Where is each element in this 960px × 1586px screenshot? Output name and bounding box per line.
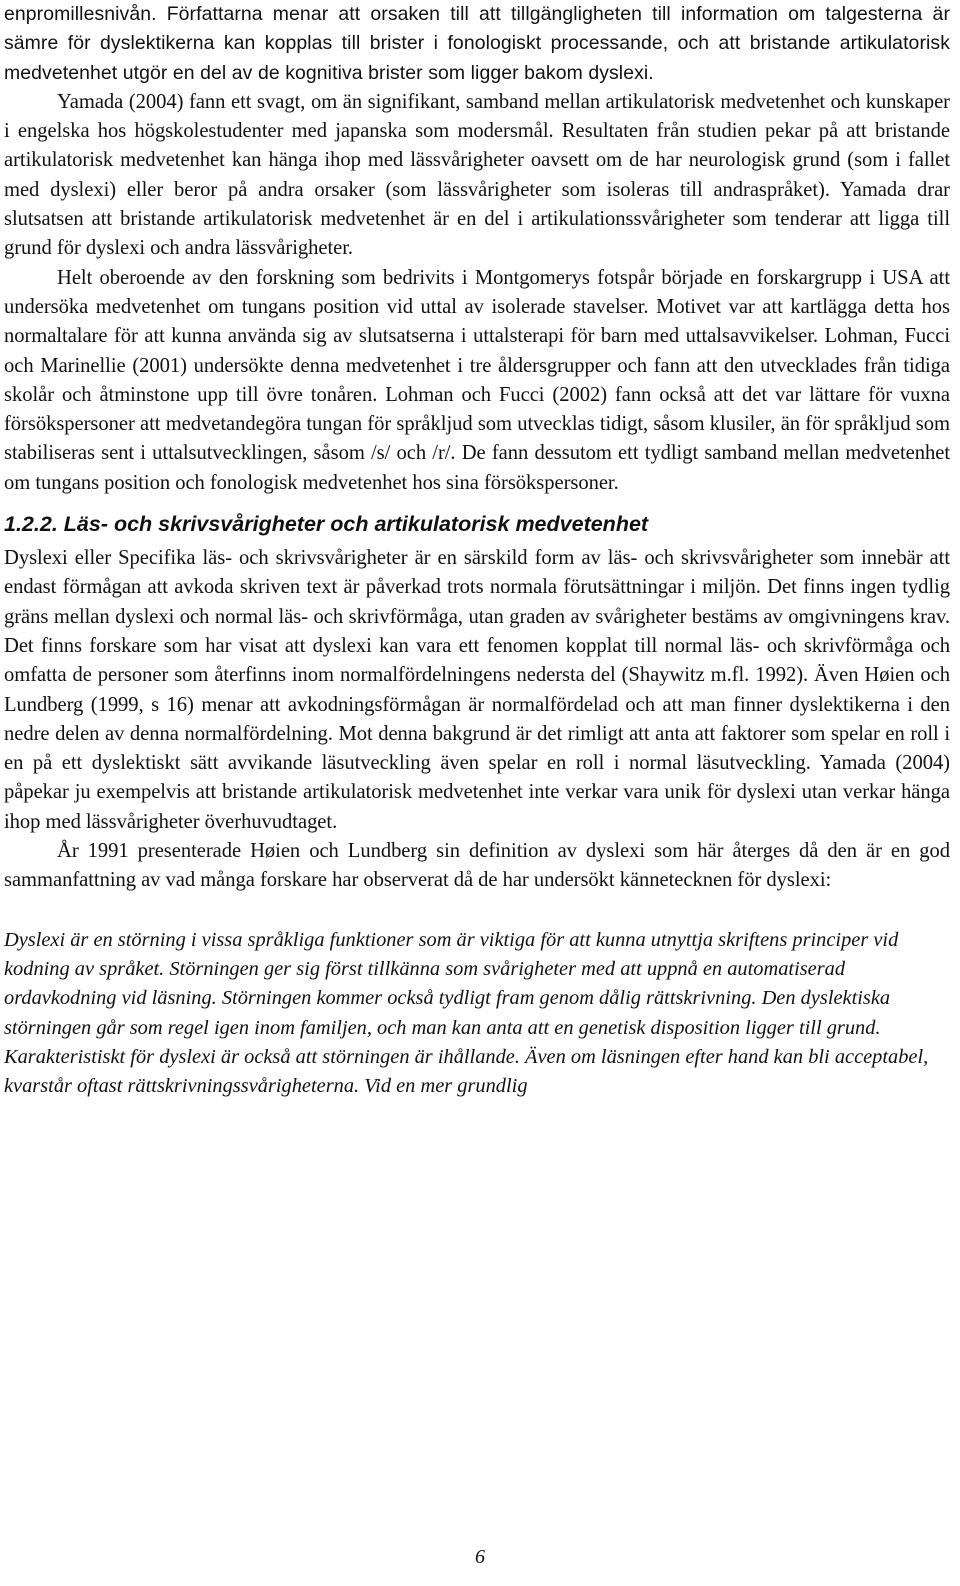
section-heading: 1.2.2. Läs- och skrivsvårigheter och artikulatorisk medvetenhet — [4, 512, 649, 537]
paragraph-continued: enpromillesnivån. Författarna menar att orsaken till att tillgängligheten till information om talgesterna är sämre för dyslektikerna kan kopplas till brister i fonologiskt processande, och att bristande artikulatorisk medvetenhet utgör en del av de kognitiva brister som ligger bakom dyslexi. — [4, 3, 950, 84]
document-page — [4, 0, 950, 1101]
paragraph-dyslexi-definition: Dyslexi eller Specifika läs- och skrivsvårigheter är en särskild form av läs- och skrivsvårigheter som innebär att endast förmågan att avkoda skriven text är påverkad trots normala förutsättningar i miljön. Det finns ingen tydlig gräns mellan dyslexi och normal läs- och skrivförmåga, utan graden av svårigheter bestäms av omgivningens krav. Det finns forskare som har visat att dyslexi kan vara ett fenomen kopplat till normal läs- och skrivförmåga och omfatta de personer som återfinns inom normalfördelningens nedersta del (Shaywitz m.fl. 1992). Även Høien och Lundberg (1999, s 16) menar att avkodningsförmågan är normalfördelad och att man finner dyslektikerna i den nedre delen av denna normalfördelning. Mot denna bakgrund är det rimligt att anta att faktorer som spelar en roll i en på ett dyslektiskt sätt avvikande läsutveckling även spelar en roll i normal läsutveckling. Yamada (2004) påpekar ju exempelvis att bristande artikulatorisk medvetenhet inte verkar vara unik för dyslexi utan verkar hänga ihop med lässvårigheter överhuvudtaget. — [4, 547, 950, 833]
paragraph-hoien-lundberg: År 1991 presenterade Høien och Lundberg sin definition av dyslexi som här återges då den är en god sammanfattning av vad många forskare har observerat då de har undersökt kännetecknen för dyslexi: — [4, 840, 950, 892]
paragraph-montgomery: Helt oberoende av den forskning som bedrivits i Montgomerys fotspår började en forskargrupp i USA att undersöka medvetenhet om tungans position vid uttal av isolerade stavelser. Motivet var att kartlägga detta hos normaltalare för att kunna använda sig av slutsatserna i uttalsterapi för barn med uttalsavvikelser. Lohman, Fucci och Marinellie (2001) undersökte denna medvetenhet i tre åldersgrupper och fann att den utvecklades från tidiga skolår och åtminstone upp till övre tonåren. Lohman och Fucci (2002) fann också att det var lättare för vuxna försökspersoner att medvetandegöra tungan för språkljud som utvecklas tidigt, såsom klusiler, än för språkljud som stabiliseras sent i uttalsutvecklingen, såsom /s/ och /r/. De fann dessutom ett tydligt samband mellan medvetenhet om tungans position och fonologisk medvetenhet hos sina försökspersoner. — [4, 266, 950, 494]
page-number: 6 — [475, 1546, 485, 1568]
paragraph-yamada: Yamada (2004) fann ett svagt, om än signifikant, samband mellan artikulatorisk medvetenhet och kunskaper i engelska hos högskolestudenter med japanska som modersmål. Resultaten från studien pekar på att bristande artikulatorisk medvetenhet kan hänga ihop med lässvårigheter oavsett om de har neurologisk grund (som i fallet med dyslexi) eller beror på andra orsaker (som lässvårigheter som isoleras till andraspråket). Yamada drar slutsatsen att bristande artikulatorisk medvetenhet är en del i artikulationssvårigheter som tenderar att ligga till grund för dyslexi och andra lässvårigheter. — [4, 90, 950, 260]
block-quote: Dyslexi är en störning i vissa språkliga funktioner som är viktiga för att kunna utnyttja skriftens principer vid kodning av språket. Störningen ger sig först tillkänna som svårigheter med att uppnå en automatiserad ordavkodning vid läsning. Störningen kommer också tydligt fram genom dålig rättskrivning. Den dyslektiska störningen går som regel igen inom familjen, och man kan anta att en genetisk disposition ligger till grund. Karakteristiskt för dyslexi är också att störningen är ihållande. Även om läsningen efter hand kan bli acceptabel, kvarstår oftast rättskrivningssvårigheterna. Vid en mer grundlig — [4, 928, 929, 1098]
